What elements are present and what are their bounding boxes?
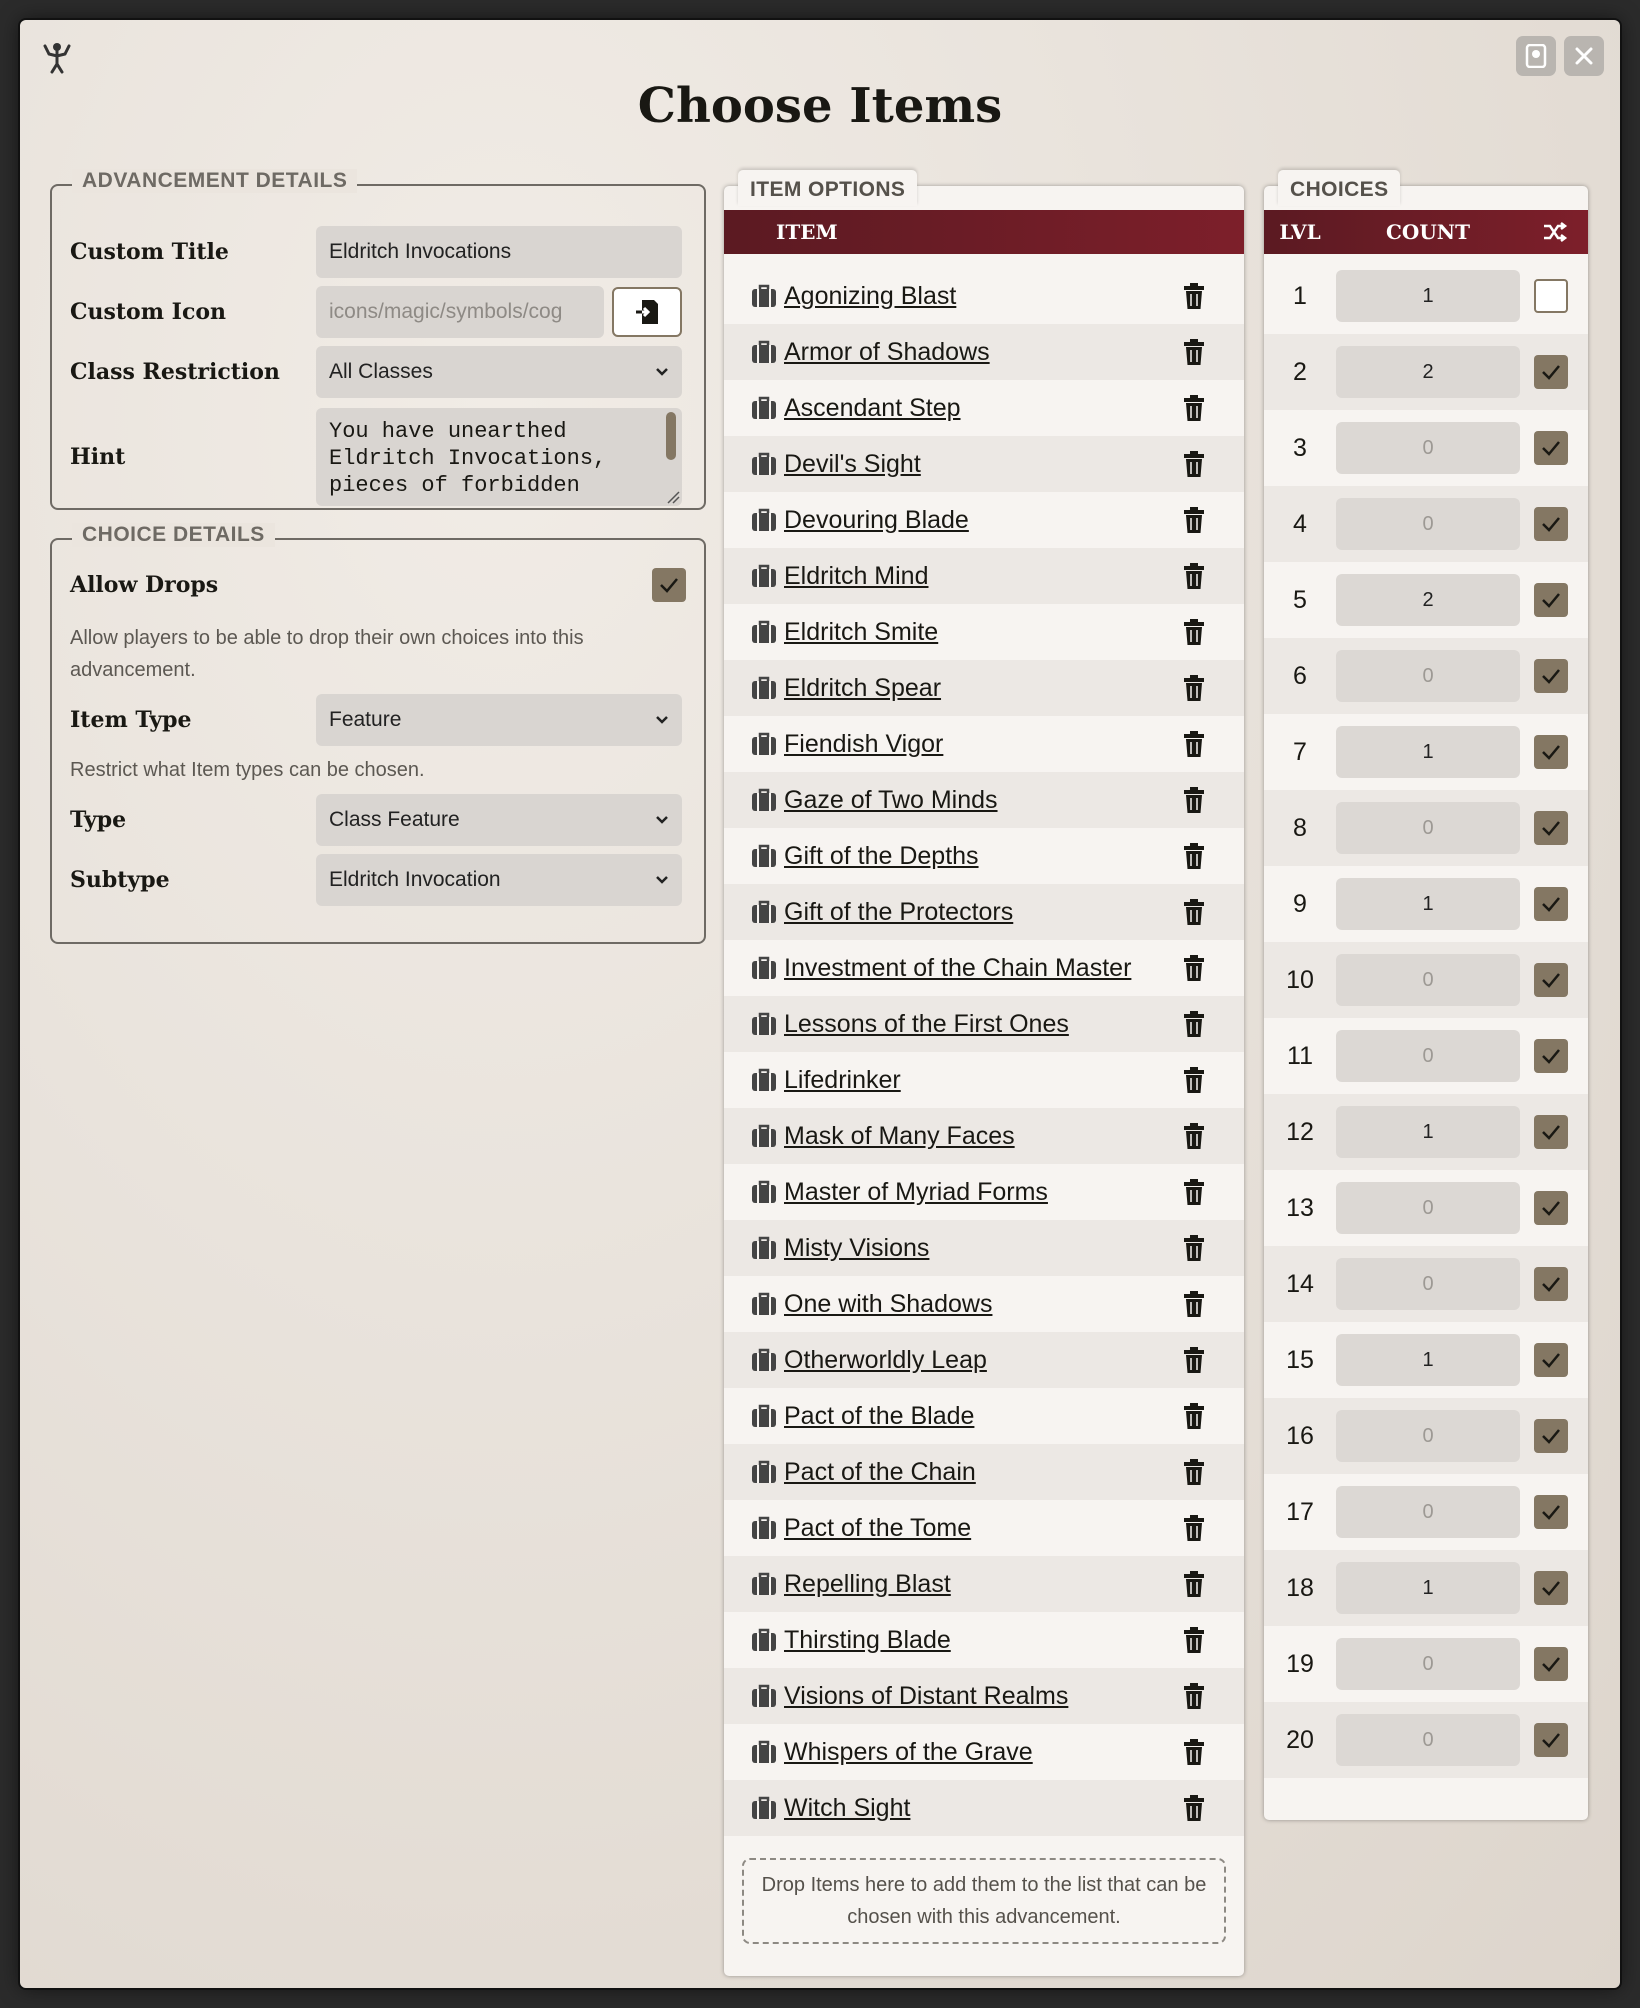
check-icon bbox=[1541, 744, 1561, 760]
suitcase-icon bbox=[750, 1403, 778, 1429]
item-option-link[interactable]: Fiendish Vigor bbox=[784, 729, 944, 758]
level-number: 6 bbox=[1293, 661, 1307, 690]
suitcase-icon bbox=[750, 731, 778, 757]
count-input[interactable]: 2 bbox=[1336, 574, 1520, 626]
trash-icon[interactable] bbox=[1182, 450, 1206, 478]
choice-level-row bbox=[1264, 1322, 1588, 1398]
choice-level-row bbox=[1264, 486, 1588, 562]
item-option-link[interactable]: Whispers of the Grave bbox=[784, 1737, 1033, 1766]
close-button[interactable] bbox=[1564, 36, 1604, 76]
shuffle-icon[interactable] bbox=[1542, 221, 1568, 243]
suitcase-icon bbox=[750, 899, 778, 925]
item-option-link[interactable]: Visions of Distant Realms bbox=[784, 1681, 1069, 1710]
replacement-checkbox[interactable] bbox=[1534, 887, 1568, 921]
drop-zone[interactable] bbox=[742, 1858, 1226, 1944]
suitcase-icon bbox=[750, 1627, 778, 1653]
item-option-link[interactable]: Master of Myriad Forms bbox=[784, 1177, 1048, 1206]
count-input[interactable]: 1 bbox=[1336, 270, 1520, 322]
suitcase-icon bbox=[750, 1347, 778, 1373]
trash-icon[interactable] bbox=[1182, 1066, 1206, 1094]
check-icon bbox=[1541, 516, 1561, 532]
item-option-link[interactable]: Pact of the Chain bbox=[784, 1457, 976, 1486]
item-options-header bbox=[724, 210, 1244, 254]
suitcase-icon bbox=[750, 283, 778, 309]
choice-level-row bbox=[1264, 1246, 1588, 1322]
choice-level-row bbox=[1264, 942, 1588, 1018]
item-option-row bbox=[724, 1388, 1244, 1444]
suitcase-icon bbox=[750, 507, 778, 533]
suitcase-icon bbox=[750, 1683, 778, 1709]
check-icon bbox=[1541, 592, 1561, 608]
item-option-row bbox=[724, 1444, 1244, 1500]
level-number: 14 bbox=[1286, 1269, 1314, 1298]
item-option-row bbox=[724, 660, 1244, 716]
choice-level-row bbox=[1264, 562, 1588, 638]
replacement-checkbox[interactable] bbox=[1534, 583, 1568, 617]
item-option-link[interactable]: Eldritch Smite bbox=[784, 617, 939, 646]
suitcase-icon bbox=[750, 1515, 778, 1541]
manual-button[interactable] bbox=[1516, 36, 1556, 76]
count-input[interactable]: 1 bbox=[1336, 878, 1520, 930]
count-input[interactable]: 1 bbox=[1336, 1562, 1520, 1614]
type-value: Class Feature bbox=[329, 808, 460, 831]
count-input[interactable]: 2 bbox=[1336, 346, 1520, 398]
trash-icon[interactable] bbox=[1182, 1514, 1206, 1542]
count-input[interactable]: 0 bbox=[1336, 650, 1520, 702]
choice-level-row bbox=[1264, 638, 1588, 714]
item-option-link[interactable]: Mask of Many Faces bbox=[784, 1121, 1015, 1150]
manual-icon bbox=[1525, 44, 1547, 68]
count-input[interactable]: 1 bbox=[1336, 1334, 1520, 1386]
item-option-row bbox=[724, 604, 1244, 660]
item-option-row bbox=[724, 996, 1244, 1052]
chevron-down-icon bbox=[655, 875, 669, 885]
custom-icon-input[interactable]: icons/magic/symbols/cog bbox=[316, 286, 604, 338]
close-icon bbox=[1575, 47, 1593, 65]
count-input[interactable]: 0 bbox=[1336, 1486, 1520, 1538]
trash-icon[interactable] bbox=[1182, 674, 1206, 702]
level-column-header: LVL bbox=[1279, 220, 1321, 244]
item-option-row bbox=[724, 884, 1244, 940]
type-label: Type bbox=[70, 807, 127, 833]
item-option-link[interactable]: Lifedrinker bbox=[784, 1065, 901, 1094]
choice-level-row bbox=[1264, 790, 1588, 866]
replacement-checkbox[interactable] bbox=[1534, 1191, 1568, 1225]
item-option-row bbox=[724, 1220, 1244, 1276]
item-option-row bbox=[724, 1612, 1244, 1668]
replacement-checkbox[interactable] bbox=[1534, 1723, 1568, 1757]
custom-title-input[interactable]: Eldritch Invocations bbox=[316, 226, 682, 278]
choices-tab: CHOICES bbox=[1278, 170, 1400, 206]
suitcase-icon bbox=[750, 339, 778, 365]
check-icon bbox=[1541, 1504, 1561, 1520]
trash-icon[interactable] bbox=[1182, 1794, 1206, 1822]
check-icon bbox=[1541, 1732, 1561, 1748]
level-number: 12 bbox=[1286, 1117, 1314, 1146]
check-icon bbox=[1541, 1124, 1561, 1140]
item-option-link[interactable]: Pact of the Blade bbox=[784, 1401, 975, 1430]
choice-level-row bbox=[1264, 1094, 1588, 1170]
item-option-link[interactable]: Devil's Sight bbox=[784, 449, 921, 478]
level-number: 11 bbox=[1287, 1041, 1313, 1070]
trash-icon[interactable] bbox=[1182, 1122, 1206, 1150]
level-number: 9 bbox=[1293, 889, 1307, 918]
replacement-checkbox[interactable] bbox=[1534, 811, 1568, 845]
trash-icon[interactable] bbox=[1182, 394, 1206, 422]
item-option-row bbox=[724, 1108, 1244, 1164]
subtype-value: Eldritch Invocation bbox=[329, 868, 501, 891]
item-option-row bbox=[724, 324, 1244, 380]
check-icon bbox=[1541, 1580, 1561, 1596]
choice-details-fieldset bbox=[50, 523, 706, 944]
item-option-row bbox=[724, 1780, 1244, 1836]
suitcase-icon bbox=[750, 1067, 778, 1093]
choice-level-row bbox=[1264, 1018, 1588, 1094]
count-input[interactable]: 1 bbox=[1336, 726, 1520, 778]
item-option-link[interactable]: Repelling Blast bbox=[784, 1569, 951, 1598]
suitcase-icon bbox=[750, 395, 778, 421]
check-icon bbox=[1541, 668, 1561, 684]
level-number: 4 bbox=[1293, 509, 1307, 538]
choice-level-row bbox=[1264, 714, 1588, 790]
figure-icon bbox=[40, 40, 74, 74]
allow-drops-checkbox[interactable] bbox=[652, 568, 686, 602]
trash-icon[interactable] bbox=[1182, 1234, 1206, 1262]
check-icon bbox=[1541, 820, 1561, 836]
choices-header bbox=[1264, 210, 1588, 254]
level-number: 17 bbox=[1286, 1497, 1314, 1526]
check-icon bbox=[659, 577, 679, 593]
custom-icon-label: Custom Icon bbox=[70, 299, 227, 325]
item-option-row bbox=[724, 380, 1244, 436]
suitcase-icon bbox=[750, 787, 778, 813]
trash-icon[interactable] bbox=[1182, 618, 1206, 646]
choice-level-row bbox=[1264, 1170, 1588, 1246]
trash-icon[interactable] bbox=[1182, 338, 1206, 366]
replacement-checkbox[interactable] bbox=[1534, 279, 1568, 313]
level-number: 5 bbox=[1293, 585, 1307, 614]
item-option-link[interactable]: Agonizing Blast bbox=[784, 281, 957, 310]
item-option-row bbox=[724, 772, 1244, 828]
hint-label: Hint bbox=[70, 444, 126, 470]
trash-icon[interactable] bbox=[1182, 1626, 1206, 1654]
replacement-checkbox[interactable] bbox=[1534, 659, 1568, 693]
trash-icon[interactable] bbox=[1182, 1402, 1206, 1430]
count-input[interactable]: 0 bbox=[1336, 1714, 1520, 1766]
choice-list bbox=[1264, 258, 1588, 1788]
trash-icon[interactable] bbox=[1182, 1738, 1206, 1766]
suitcase-icon bbox=[750, 1291, 778, 1317]
allow-drops-label: Allow Drops bbox=[70, 572, 219, 598]
suitcase-icon bbox=[750, 1235, 778, 1261]
item-option-row bbox=[724, 1668, 1244, 1724]
item-type-help: Restrict what Item types can be chosen. bbox=[70, 759, 425, 781]
count-column-header: COUNT bbox=[1386, 220, 1470, 244]
item-option-row bbox=[724, 1500, 1244, 1556]
level-number: 7 bbox=[1293, 737, 1307, 766]
item-option-row bbox=[724, 1276, 1244, 1332]
level-number: 3 bbox=[1293, 433, 1307, 462]
suitcase-icon bbox=[750, 675, 778, 701]
check-icon bbox=[1541, 1656, 1561, 1672]
item-option-link[interactable]: Lessons of the First Ones bbox=[784, 1009, 1069, 1038]
choose-items-window bbox=[20, 20, 1620, 1988]
replacement-checkbox[interactable] bbox=[1534, 1039, 1568, 1073]
item-option-link[interactable]: Devouring Blade bbox=[784, 505, 969, 534]
item-option-link[interactable]: Armor of Shadows bbox=[784, 337, 990, 366]
replacement-checkbox[interactable] bbox=[1534, 507, 1568, 541]
suitcase-icon bbox=[750, 1123, 778, 1149]
custom-title-label: Custom Title bbox=[70, 239, 229, 265]
trash-icon[interactable] bbox=[1182, 842, 1206, 870]
item-option-row bbox=[724, 940, 1244, 996]
replacement-checkbox[interactable] bbox=[1534, 963, 1568, 997]
item-option-row bbox=[724, 1332, 1244, 1388]
replacement-checkbox[interactable] bbox=[1534, 1343, 1568, 1377]
choices-panel bbox=[1264, 178, 1588, 1820]
choice-level-row bbox=[1264, 258, 1588, 334]
check-icon bbox=[1541, 1428, 1561, 1444]
type-select[interactable] bbox=[316, 794, 682, 846]
item-option-link[interactable]: Thirsting Blade bbox=[784, 1625, 951, 1654]
choice-level-row bbox=[1264, 1626, 1588, 1702]
window-title: Choose Items bbox=[637, 78, 1003, 134]
item-option-row bbox=[724, 1052, 1244, 1108]
replacement-checkbox[interactable] bbox=[1534, 1115, 1568, 1149]
item-option-row bbox=[724, 1724, 1244, 1780]
item-option-link[interactable]: Investment of the Chain Master bbox=[784, 953, 1132, 982]
check-icon bbox=[1541, 1352, 1561, 1368]
suitcase-icon bbox=[750, 955, 778, 981]
item-options-tab: ITEM OPTIONS bbox=[738, 170, 917, 206]
suitcase-icon bbox=[750, 451, 778, 477]
choice-level-row bbox=[1264, 1702, 1588, 1778]
item-option-link[interactable]: Eldritch Spear bbox=[784, 673, 942, 702]
trash-icon[interactable] bbox=[1182, 1458, 1206, 1486]
check-icon bbox=[1541, 896, 1561, 912]
item-option-row bbox=[724, 268, 1244, 324]
choice-level-row bbox=[1264, 334, 1588, 410]
item-option-link[interactable]: Gift of the Protectors bbox=[784, 897, 1014, 926]
suitcase-icon bbox=[750, 1739, 778, 1765]
choice-level-row bbox=[1264, 866, 1588, 942]
item-option-row bbox=[724, 828, 1244, 884]
count-input[interactable]: 0 bbox=[1336, 498, 1520, 550]
item-option-link[interactable]: Pact of the Tome bbox=[784, 1513, 972, 1542]
level-number: 10 bbox=[1286, 965, 1314, 994]
trash-icon[interactable] bbox=[1182, 786, 1206, 814]
trash-icon[interactable] bbox=[1182, 1346, 1206, 1374]
choice-details-legend: CHOICE DETAILS bbox=[72, 523, 275, 547]
level-number: 2 bbox=[1293, 357, 1307, 386]
subtype-label: Subtype bbox=[70, 867, 170, 893]
item-option-row bbox=[724, 548, 1244, 604]
trash-icon[interactable] bbox=[1182, 730, 1206, 758]
chevron-down-icon bbox=[655, 367, 669, 377]
level-number: 8 bbox=[1293, 813, 1307, 842]
count-input[interactable]: 0 bbox=[1336, 1258, 1520, 1310]
item-option-row bbox=[724, 716, 1244, 772]
check-icon bbox=[1541, 972, 1561, 988]
trash-icon[interactable] bbox=[1182, 506, 1206, 534]
item-type-select[interactable] bbox=[316, 694, 682, 746]
trash-icon[interactable] bbox=[1182, 1570, 1206, 1598]
item-option-link[interactable]: Gift of the Depths bbox=[784, 841, 979, 870]
replacement-checkbox[interactable] bbox=[1534, 735, 1568, 769]
level-number: 16 bbox=[1286, 1421, 1314, 1450]
item-option-link[interactable]: Gaze of Two Minds bbox=[784, 785, 998, 814]
class-restriction-label: Class Restriction bbox=[70, 359, 280, 385]
suitcase-icon bbox=[750, 563, 778, 589]
item-option-link[interactable]: Misty Visions bbox=[784, 1233, 930, 1262]
browse-icon-button[interactable] bbox=[612, 287, 682, 337]
count-input[interactable]: 0 bbox=[1336, 954, 1520, 1006]
trash-icon[interactable] bbox=[1182, 1010, 1206, 1038]
item-option-row bbox=[724, 1164, 1244, 1220]
suitcase-icon bbox=[750, 843, 778, 869]
hint-scrollbar[interactable] bbox=[666, 412, 676, 460]
item-option-link[interactable]: One with Shadows bbox=[784, 1289, 993, 1318]
class-restriction-value: All Classes bbox=[329, 360, 433, 383]
item-option-link[interactable]: Otherworldly Leap bbox=[784, 1345, 987, 1374]
trash-icon[interactable] bbox=[1182, 1290, 1206, 1318]
replacement-checkbox[interactable] bbox=[1534, 1571, 1568, 1605]
trash-icon[interactable] bbox=[1182, 898, 1206, 926]
suitcase-icon bbox=[750, 1571, 778, 1597]
check-icon bbox=[1541, 1276, 1561, 1292]
item-type-value: Feature bbox=[329, 708, 402, 731]
check-icon bbox=[1541, 440, 1561, 456]
item-list bbox=[724, 268, 1244, 1822]
hint-text: You have unearthed Eldritch Invocations, pieces of forbidden bbox=[329, 419, 607, 498]
suitcase-icon bbox=[750, 619, 778, 645]
hint-textarea[interactable] bbox=[316, 408, 682, 506]
choice-level-row bbox=[1264, 1398, 1588, 1474]
item-option-row bbox=[724, 1556, 1244, 1612]
replacement-checkbox[interactable] bbox=[1534, 1495, 1568, 1529]
level-number: 20 bbox=[1286, 1725, 1314, 1754]
count-input[interactable]: 0 bbox=[1336, 802, 1520, 854]
suitcase-icon bbox=[750, 1011, 778, 1037]
resize-handle-icon[interactable] bbox=[666, 490, 680, 504]
choice-level-row bbox=[1264, 1474, 1588, 1550]
item-option-link[interactable]: Eldritch Mind bbox=[784, 561, 929, 590]
level-number: 19 bbox=[1286, 1649, 1314, 1678]
chevron-down-icon bbox=[655, 715, 669, 725]
suitcase-icon bbox=[750, 1795, 778, 1821]
item-options-panel bbox=[724, 178, 1244, 1976]
item-option-link[interactable]: Ascendant Step bbox=[784, 393, 961, 422]
choice-level-row bbox=[1264, 1550, 1588, 1626]
check-icon bbox=[1541, 364, 1561, 380]
check-icon bbox=[1541, 1200, 1561, 1216]
advancement-details-fieldset bbox=[50, 169, 706, 510]
replacement-checkbox[interactable] bbox=[1534, 1419, 1568, 1453]
drop-zone-text: Drop Items here to add them to the list that can be chosen with this advancement. bbox=[761, 1874, 1207, 1928]
replacement-checkbox[interactable] bbox=[1534, 431, 1568, 465]
suitcase-icon bbox=[750, 1179, 778, 1205]
item-option-row bbox=[724, 436, 1244, 492]
count-input[interactable]: 0 bbox=[1336, 1182, 1520, 1234]
count-input[interactable]: 0 bbox=[1336, 422, 1520, 474]
subtype-select[interactable] bbox=[316, 854, 682, 906]
file-import-icon bbox=[634, 298, 660, 326]
allow-drops-help: Allow players to be able to drop their own choices into this advancement. bbox=[70, 627, 584, 681]
item-option-link[interactable]: Witch Sight bbox=[784, 1793, 911, 1822]
chevron-down-icon bbox=[655, 815, 669, 825]
trash-icon[interactable] bbox=[1182, 1682, 1206, 1710]
replacement-checkbox[interactable] bbox=[1534, 1647, 1568, 1681]
level-number: 13 bbox=[1286, 1193, 1314, 1222]
count-input[interactable]: 0 bbox=[1336, 1410, 1520, 1462]
item-type-label: Item Type bbox=[70, 707, 192, 733]
suitcase-icon bbox=[750, 1459, 778, 1485]
item-column-header: ITEM bbox=[776, 220, 838, 244]
item-option-row bbox=[724, 492, 1244, 548]
trash-icon[interactable] bbox=[1182, 562, 1206, 590]
trash-icon[interactable] bbox=[1182, 282, 1206, 310]
choice-level-row bbox=[1264, 410, 1588, 486]
level-number: 18 bbox=[1286, 1573, 1314, 1602]
count-input[interactable]: 0 bbox=[1336, 1030, 1520, 1082]
check-icon bbox=[1541, 1048, 1561, 1064]
level-number: 1 bbox=[1293, 281, 1307, 310]
advancement-details-legend: ADVANCEMENT DETAILS bbox=[72, 169, 357, 193]
replacement-checkbox[interactable] bbox=[1534, 1267, 1568, 1301]
trash-icon[interactable] bbox=[1182, 954, 1206, 982]
class-restriction-select[interactable] bbox=[316, 346, 682, 398]
level-number: 15 bbox=[1286, 1345, 1314, 1374]
count-input[interactable]: 1 bbox=[1336, 1106, 1520, 1158]
replacement-checkbox[interactable] bbox=[1534, 355, 1568, 389]
count-input[interactable]: 0 bbox=[1336, 1638, 1520, 1690]
trash-icon[interactable] bbox=[1182, 1178, 1206, 1206]
